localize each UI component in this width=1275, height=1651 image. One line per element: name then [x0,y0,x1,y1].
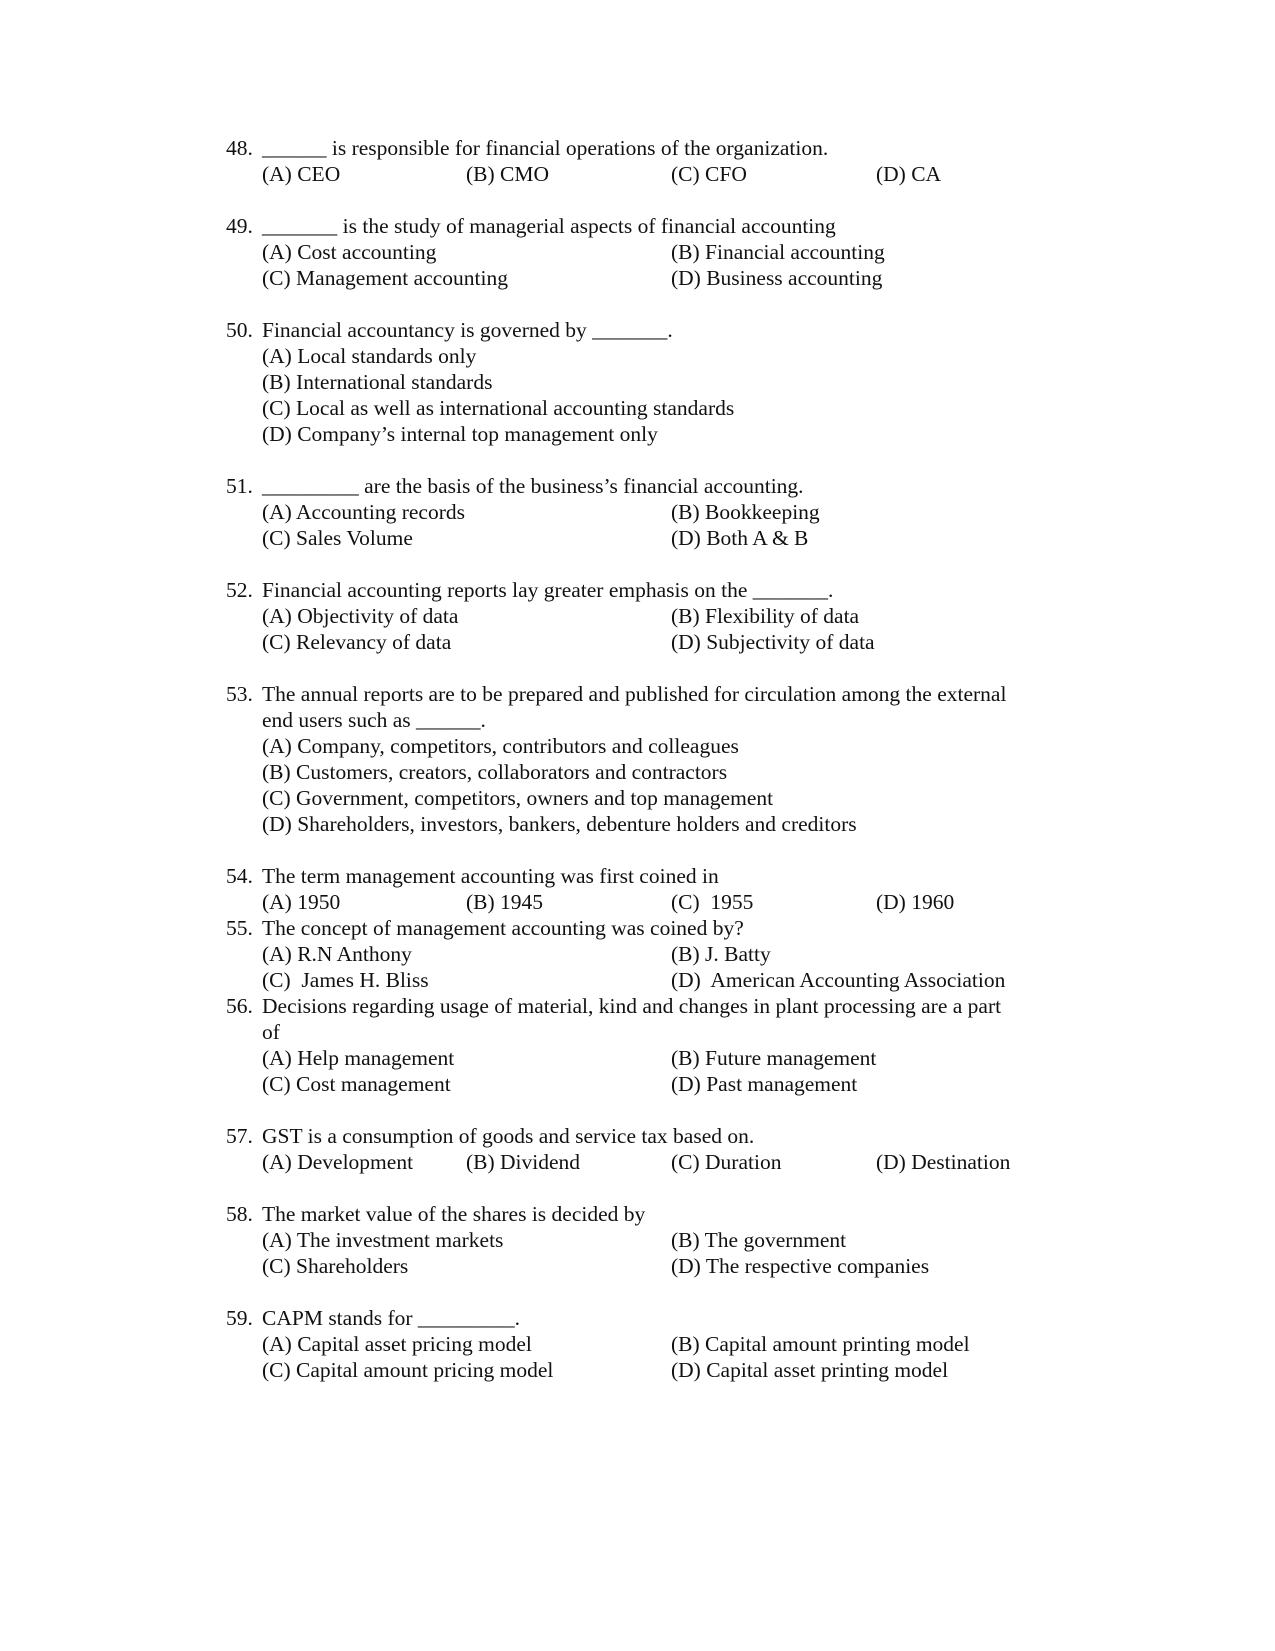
option-d: (D) The respective companies [671,1254,930,1278]
option-a: (A) Capital asset pricing model [262,1332,532,1356]
option-d: (D) Subjectivity of data [671,630,875,654]
question-stem: Financial accountancy is governed by _______. [262,318,673,342]
question-stem: The term management accounting was first coined in [262,864,719,888]
question-stem: Decisions regarding usage of material, kind and changes in plant processing are a part [262,994,1002,1018]
question-stem: Financial accounting reports lay greater emphasis on the _______. [262,578,834,602]
question-number: 56. [226,994,253,1018]
option-a: (A) 1950 [262,890,341,914]
question-stem: The concept of management accounting was coined by? [262,916,744,940]
option-d: (D) Shareholders, investors, bankers, debenture holders and creditors [262,812,857,836]
option-b: (B) Financial accounting [671,240,885,264]
option-c: (C) 1955 [671,890,754,914]
option-b: (B) Bookkeeping [671,500,820,524]
question-number: 53. [226,682,253,706]
question-stem: The market value of the shares is decided by [262,1202,646,1226]
option-c: (C) CFO [671,162,747,186]
option-d: (D) Past management [671,1072,858,1096]
option-b: (B) Capital amount printing model [671,1332,970,1356]
option-b: (B) J. Batty [671,942,771,966]
option-a: (A) Objectivity of data [262,604,459,628]
question-number: 58. [226,1202,253,1226]
option-c: (C) Management accounting [262,266,508,290]
option-c: (C) Sales Volume [262,526,413,550]
question-number: 55. [226,916,253,940]
question-number: 52. [226,578,253,602]
option-d: (D) American Accounting Association [671,968,1006,992]
option-a: (A) Development [262,1150,414,1174]
question-number: 54. [226,864,253,888]
question-stem-continued: end users such as ______. [262,708,486,732]
option-c: (C) Relevancy of data [262,630,452,654]
question-number: 57. [226,1124,253,1148]
question-stem: GST is a consumption of goods and service tax based on. [262,1124,755,1148]
question-stem: ______ is responsible for financial operations of the organization. [262,136,829,160]
question-number: 50. [226,318,253,342]
option-b: (B) Flexibility of data [671,604,860,628]
option-b: (B) Customers, creators, collaborators and contractors [262,760,728,784]
option-b: (B) The government [671,1228,847,1252]
option-a: (A) Local standards only [262,344,477,368]
option-a: (A) Accounting records [262,500,465,524]
option-d: (D) Business accounting [671,266,883,290]
option-b: (B) CMO [466,162,550,186]
option-b: (B) International standards [262,370,493,394]
option-c: (C) Cost management [262,1072,451,1096]
option-b: (B) Dividend [466,1150,581,1174]
option-c: (C) James H. Bliss [262,968,429,992]
option-c: (C) Government, competitors, owners and top management [262,786,774,810]
option-b: (B) 1945 [466,890,544,914]
option-d: (D) Destination [876,1150,1011,1174]
option-a: (A) The investment markets [262,1228,504,1252]
option-d: (D) Company’s internal top management only [262,422,658,446]
option-a: (A) Cost accounting [262,240,437,264]
option-c: (C) Shareholders [262,1254,409,1278]
question-stem: _______ is the study of managerial aspects of financial accounting [262,214,836,238]
option-d: (D) 1960 [876,890,955,914]
question-number: 51. [226,474,253,498]
option-d: (D) CA [876,162,942,186]
option-b: (B) Future management [671,1046,877,1070]
question-number: 49. [226,214,253,238]
option-d: (D) Capital asset printing model [671,1358,949,1382]
question-number: 59. [226,1306,253,1330]
option-c: (C) Duration [671,1150,782,1174]
question-stem-continued: of [262,1020,280,1044]
option-d: (D) Both A & B [671,526,809,550]
option-a: (A) Help management [262,1046,455,1070]
option-a: (A) CEO [262,162,341,186]
option-a: (A) R.N Anthony [262,942,412,966]
option-c: (C) Capital amount pricing model [262,1358,554,1382]
option-c: (C) Local as well as international accounting standards [262,396,735,420]
question-stem: _________ are the basis of the business’s financial accounting. [262,474,804,498]
question-stem: CAPM stands for _________. [262,1306,521,1330]
question-stem: The annual reports are to be prepared and published for circulation among the external [262,682,1007,706]
question-number: 48. [226,136,253,160]
option-a: (A) Company, competitors, contributors and colleagues [262,734,739,758]
